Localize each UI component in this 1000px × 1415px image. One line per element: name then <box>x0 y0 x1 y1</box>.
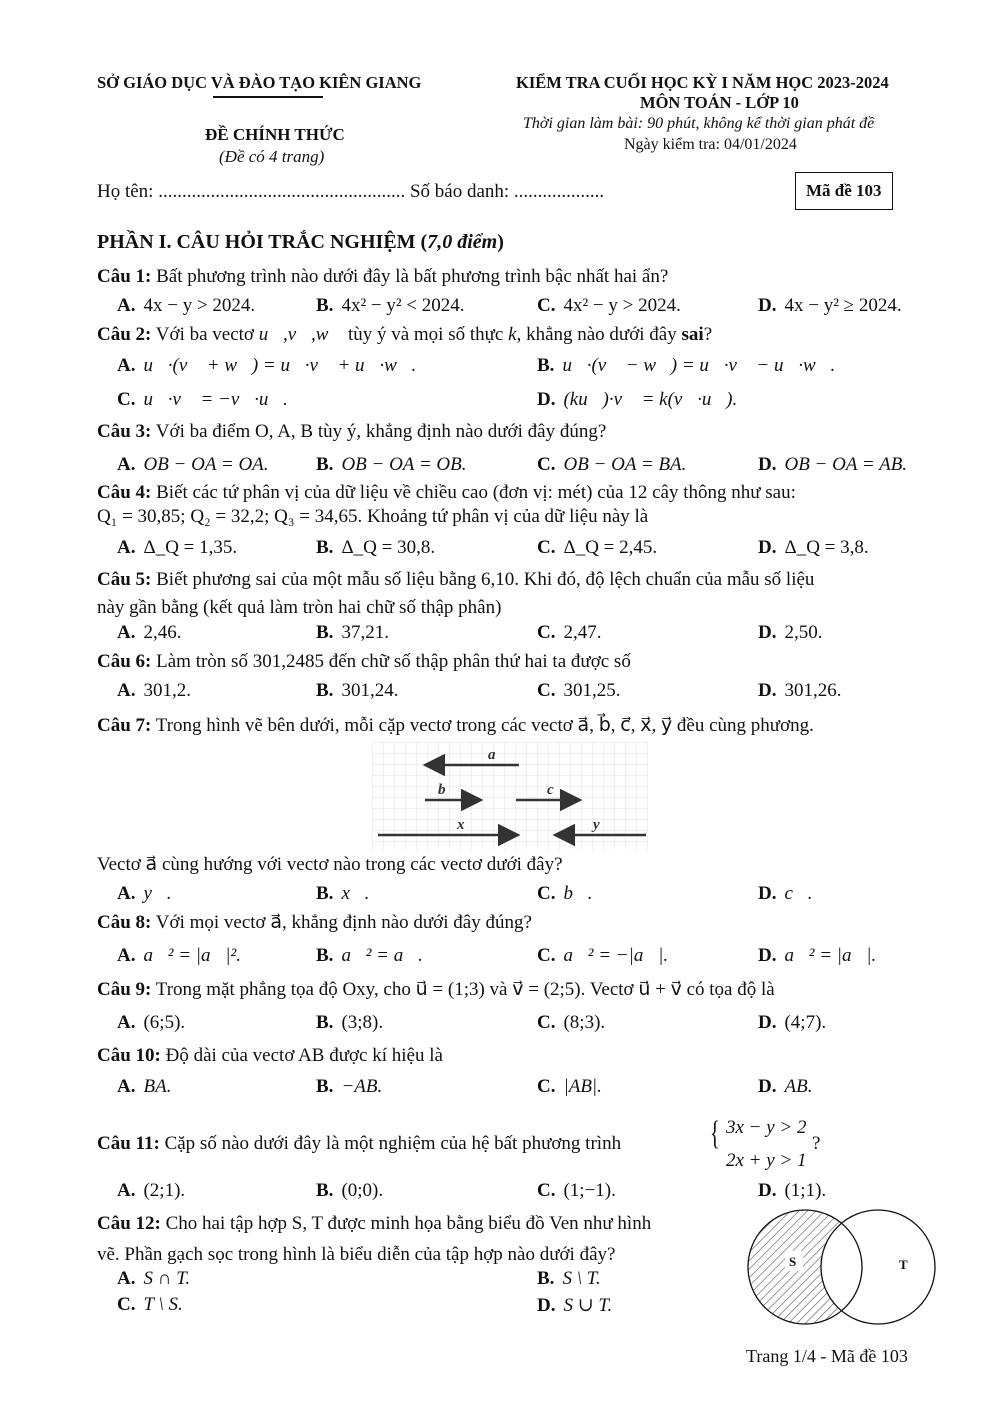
q4-option-d: D. Δ_Q = 3,8. <box>758 537 869 558</box>
q6-option-c: C. 301,25. <box>537 680 621 701</box>
question-11: Câu 11: Cặp số nào dưới đây là một nghiệm của hệ bất phương trình <box>97 1133 622 1154</box>
venn-label-t: T <box>899 1257 908 1272</box>
question-3: Câu 3: Với ba điểm O, A, B tùy ý, khẳng định nào dưới đây đúng? <box>97 421 607 442</box>
q10-option-a: A. BA. <box>117 1076 172 1097</box>
q12-option-b: B. S \ T. <box>537 1268 601 1289</box>
question-9: Câu 9: Trong mặt phẳng tọa độ Oxy, cho u⃗ = (1;3) và v⃗ = (2;5). Vectơ u⃗ + v⃗ có tọa độ là <box>97 979 775 1000</box>
q9-option-a: A. (6;5). <box>117 1012 186 1033</box>
question-5: Câu 5: Biết phương sai của một mẫu số liệu bằng 6,10. Khi đó, độ lệch chuẩn của mẫu số liệu <box>97 569 815 590</box>
question-10: Câu 10: Độ dài của vectơ AB được kí hiệu là <box>97 1045 443 1066</box>
q9-option-d: D. (4;7). <box>758 1012 827 1033</box>
q5-option-a: A. 2,46. <box>117 622 182 643</box>
system-eq-1: 3x − y > 2 <box>726 1117 807 1138</box>
q11-option-d: D. (1;1). <box>758 1180 827 1201</box>
q7-option-b: B. x⃗. <box>316 883 370 904</box>
q2-option-d: D. (ku⃗)·v⃗ = k(v⃗·u⃗). <box>537 389 738 410</box>
question-12: Câu 12: Cho hai tập hợp S, T được minh họa bằng biểu đồ Ven như hình <box>97 1213 652 1234</box>
q8-option-d: D. a⃗² = |a⃗|. <box>758 945 877 966</box>
question-4-line2: Q₁ = 30,85; Q₂ = 32,2; Q₃ = 34,65. Khoảng tứ phân vị của dữ liệu này là <box>97 506 649 527</box>
vector-x-label: x <box>457 817 465 833</box>
system-brace: { <box>710 1115 720 1152</box>
q7-option-a: A. y⃗. <box>117 883 172 904</box>
question-2: Câu 2: Với ba vectơ u⃗,v⃗,w⃗ tùy ý và mọi số thực k, khẳng nào dưới đây sai? <box>97 324 713 345</box>
q6-option-b: B. 301,24. <box>316 680 399 701</box>
q8-option-b: B. a⃗² = a⃗. <box>316 945 423 966</box>
q10-option-c: C. |AB|. <box>537 1076 602 1097</box>
question-12-line2: vẽ. Phần gạch sọc trong hình là biểu diễn của tập hợp nào dưới đây? <box>97 1244 616 1265</box>
q2-option-b: B. u⃗·(v⃗ − w⃗) = u⃗·v⃗ − u⃗·w⃗. <box>537 355 836 376</box>
q9-option-b: B. (3;8). <box>316 1012 384 1033</box>
venn-label-s: S <box>789 1254 797 1269</box>
q5-option-b: B. 37,21. <box>316 622 389 643</box>
q12-option-c: C. T \ S. <box>117 1294 183 1315</box>
q11-option-b: B. (0;0). <box>316 1180 384 1201</box>
vector-c-label: c <box>547 782 554 798</box>
q10-option-b: B. −AB. <box>316 1076 383 1097</box>
vector-b-label: b <box>438 782 446 798</box>
venn-diagram <box>745 1205 945 1330</box>
q11-option-a: A. (2;1). <box>117 1180 186 1201</box>
header-divider <box>213 96 323 98</box>
q5-option-d: D. 2,50. <box>758 622 823 643</box>
subject-title: MÔN TOÁN - LỚP 10 <box>640 93 799 112</box>
section-title: PHẦN I. CÂU HỎI TRẮC NGHIỆM (7,0 điểm) <box>97 231 504 253</box>
department-name: SỞ GIÁO DỤC VÀ ĐÀO TẠO KIÊN GIANG <box>97 73 422 92</box>
question-1: Câu 1: Bất phương trình nào dưới đây là bất phương trình bậc nhất hai ẩn? <box>97 266 669 287</box>
vector-y-label: y <box>593 817 600 833</box>
q3-option-d: D. OB − OA = AB. <box>758 454 908 475</box>
q6-option-d: D. 301,26. <box>758 680 842 701</box>
page-footer: Trang 1/4 - Mã đề 103 <box>746 1346 908 1366</box>
vector-a-label: a <box>488 747 496 763</box>
q1-option-b: B. 4x² − y² < 2024. <box>316 295 465 316</box>
q12-option-d: D. S ∪ T. <box>537 1295 613 1316</box>
q9-option-c: C. (8;3). <box>537 1012 606 1033</box>
q5-option-c: C. 2,47. <box>537 622 602 643</box>
q4-option-a: A. Δ_Q = 1,35. <box>117 537 238 558</box>
pages-note: (Đề có 4 trang) <box>219 147 325 166</box>
q2-option-a: A. u⃗·(v⃗ + w⃗) = u⃗·v⃗ + u⃗·w⃗. <box>117 355 417 376</box>
q4-option-b: B. Δ_Q = 30,8. <box>316 537 436 558</box>
q1-option-a: A. 4x − y > 2024. <box>117 295 256 316</box>
exam-code-box: Mã đề 103 <box>795 172 893 210</box>
question-4: Câu 4: Biết các tứ phân vị của dữ liệu về chiều cao (đơn vị: mét) của 12 cây thông như sau: <box>97 482 796 503</box>
system-question-mark: ? <box>812 1133 821 1154</box>
official-label: ĐỀ CHÍNH THỨC <box>205 125 345 144</box>
q2-option-c: C. u⃗·v⃗ = −v⃗·u⃗. <box>117 389 288 410</box>
duration-note: Thời gian làm bài: 90 phút, không kể thời gian phát đề <box>523 115 875 132</box>
candidate-info-line: Họ tên: .................................................... Số báo danh: ................... <box>97 181 605 202</box>
q12-option-a: A. S ∩ T. <box>117 1268 191 1289</box>
q3-option-b: B. OB − OA = OB. <box>316 454 467 475</box>
q7-option-d: D. c⃗. <box>758 883 813 904</box>
question-7-line2: Vectơ a⃗ cùng hướng với vectơ nào trong các vectơ dưới đây? <box>97 854 563 875</box>
q3-option-c: C. OB − OA = BA. <box>537 454 687 475</box>
question-7: Câu 7: Trong hình vẽ bên dưới, mỗi cặp vectơ trong các vectơ a⃗, b⃗, c⃗, x⃗, y⃗ đều cùng phương. <box>97 715 814 736</box>
q6-option-a: A. 301,2. <box>117 680 191 701</box>
q8-option-c: C. a⃗² = −|a⃗|. <box>537 945 669 966</box>
q4-option-c: C. Δ_Q = 2,45. <box>537 537 658 558</box>
question-8: Câu 8: Với mọi vectơ a⃗, khẳng định nào dưới đây đúng? <box>97 912 532 933</box>
vector-figure <box>372 742 649 850</box>
q1-option-c: C. 4x² − y > 2024. <box>537 295 681 316</box>
q1-option-d: D. 4x − y² ≥ 2024. <box>758 295 902 316</box>
q8-option-a: A. a⃗² = |a⃗|². <box>117 945 241 966</box>
q11-option-c: C. (1;−1). <box>537 1180 616 1201</box>
question-5-line2: này gần bằng (kết quả làm tròn hai chữ số thập phân) <box>97 597 502 618</box>
exam-title: KIỂM TRA CUỐI HỌC KỲ I NĂM HỌC 2023-2024 <box>516 73 889 92</box>
q3-option-a: A. OB − OA = OA. <box>117 454 269 475</box>
q7-option-c: C. b⃗. <box>537 883 593 904</box>
system-eq-2: 2x + y > 1 <box>726 1150 807 1171</box>
question-6: Câu 6: Làm tròn số 301,2485 đến chữ số thập phân thứ hai ta được số <box>97 651 631 672</box>
exam-date: Ngày kiểm tra: 04/01/2024 <box>624 136 797 153</box>
q10-option-d: D. AB. <box>758 1076 813 1097</box>
